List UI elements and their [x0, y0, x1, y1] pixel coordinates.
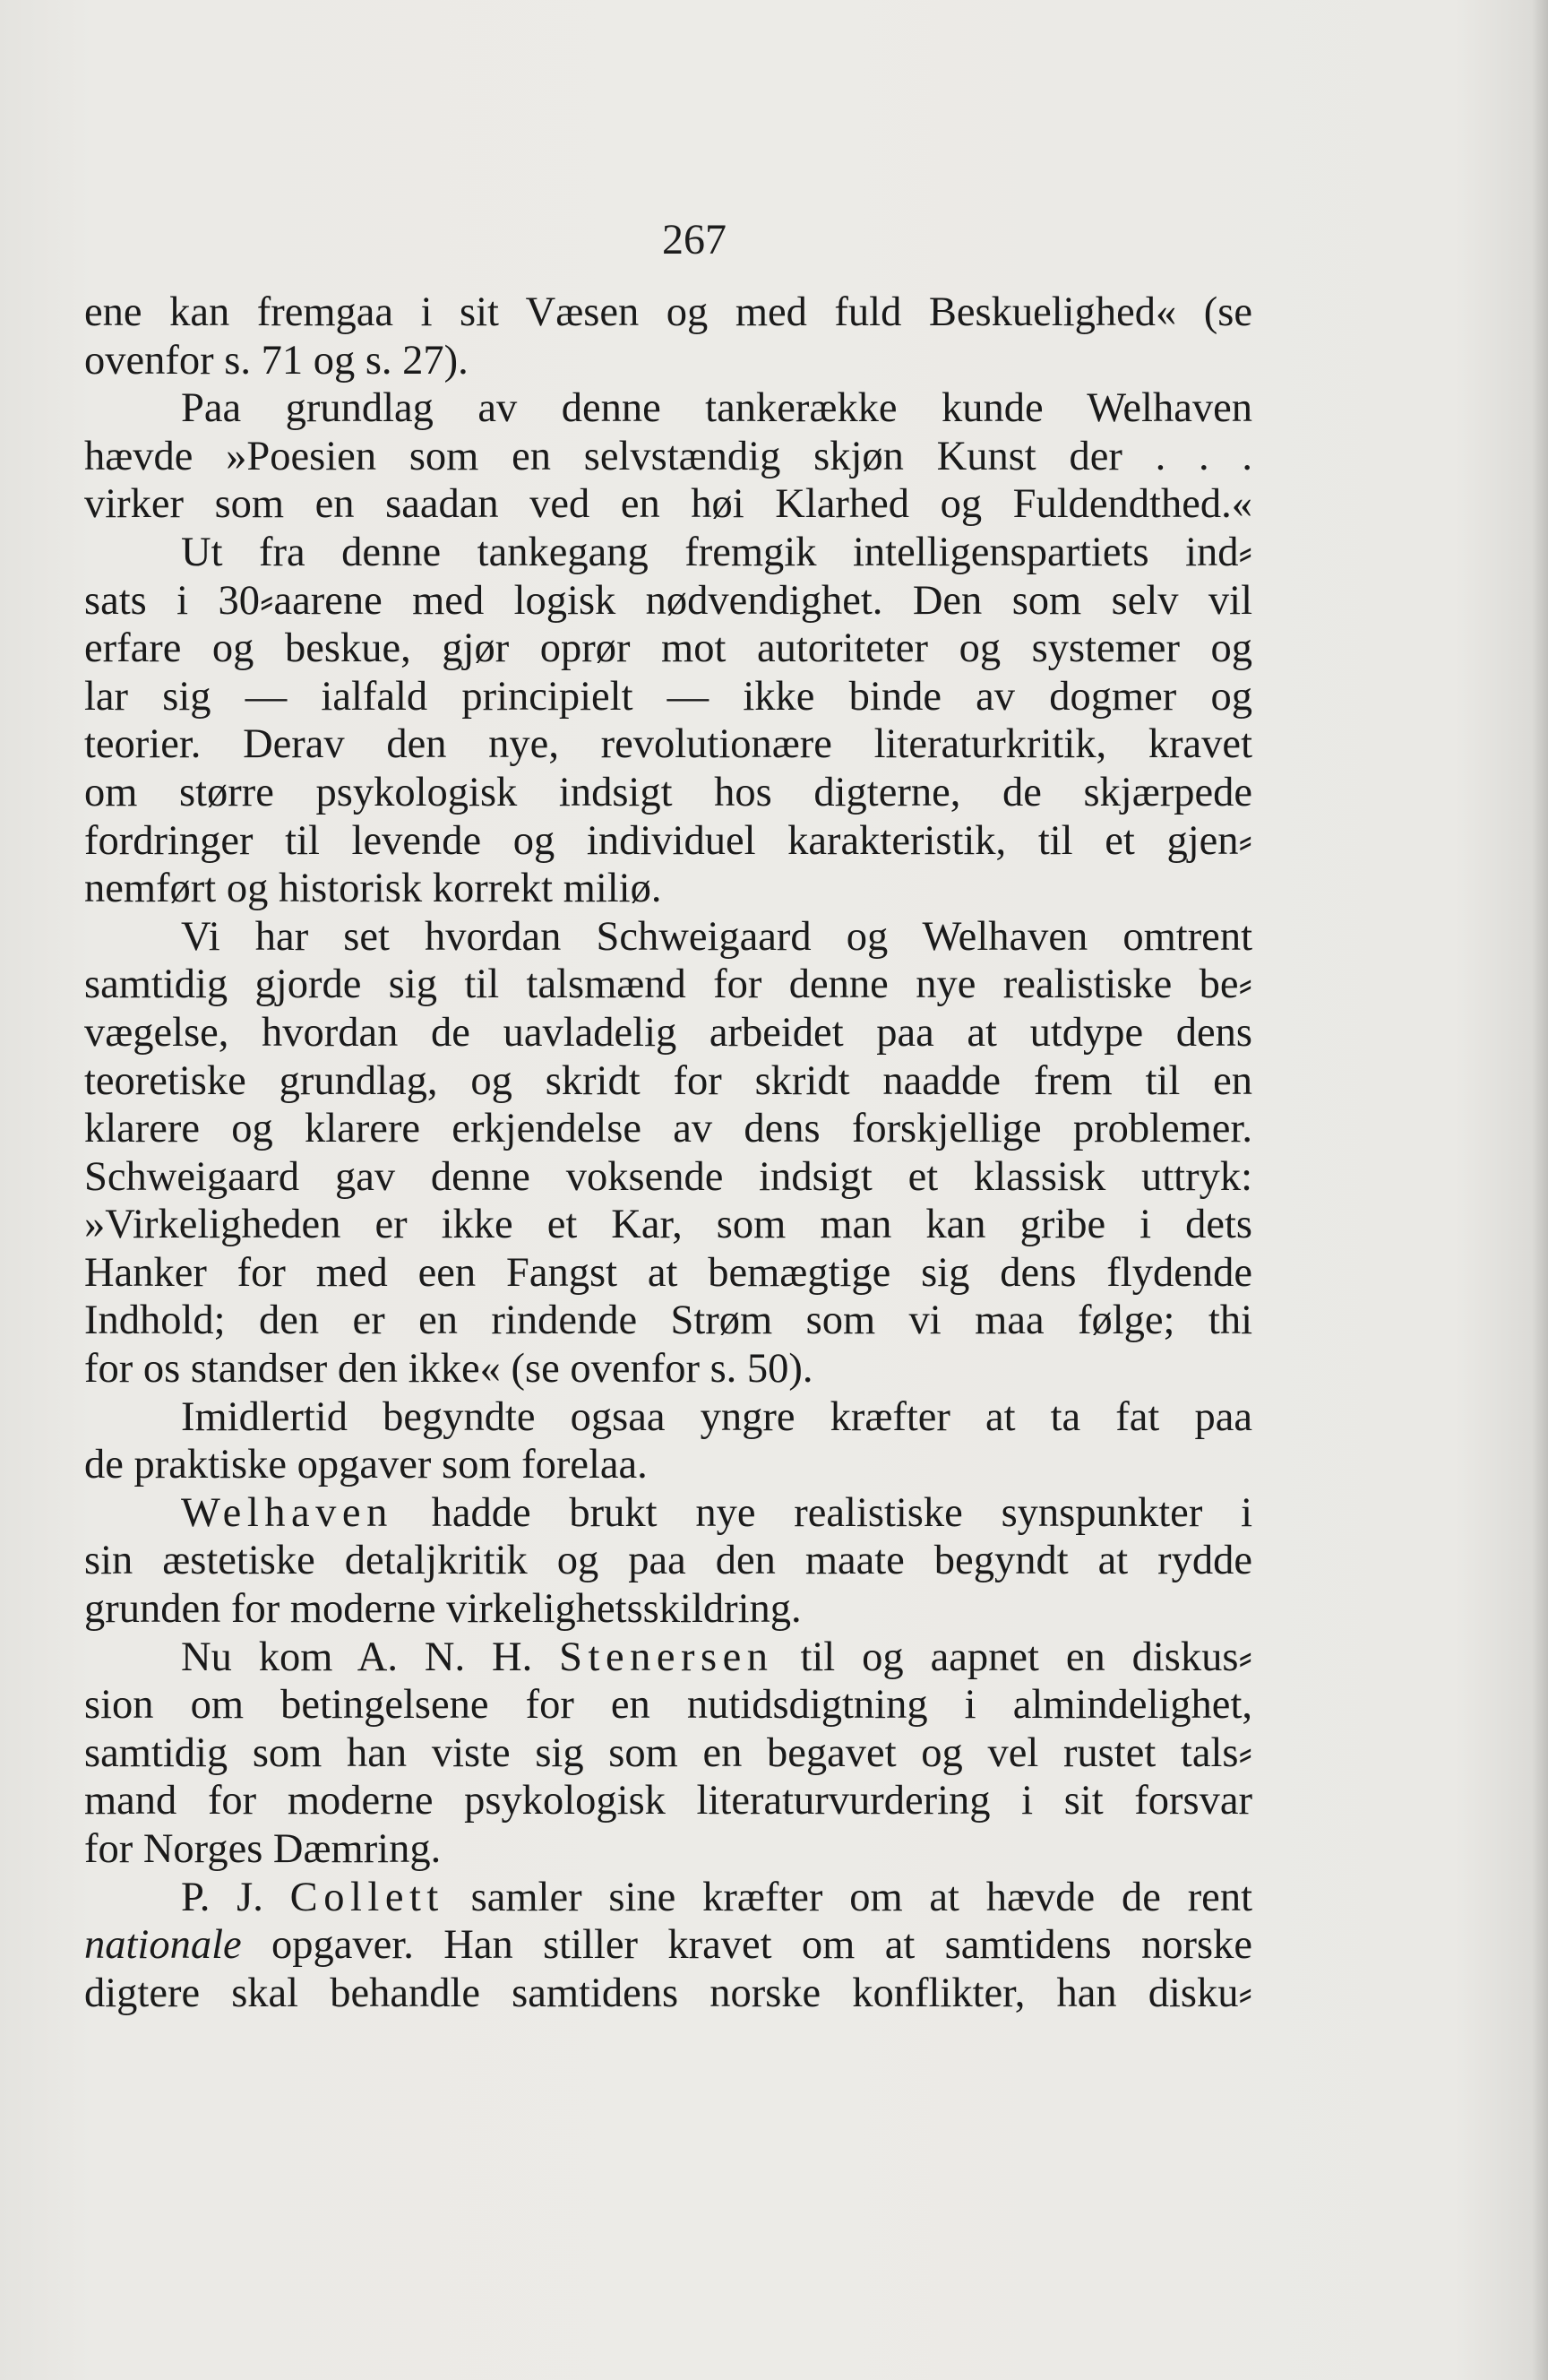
text-line: hævde »Poesien som en selvstændig skjøn Kunst der . . . — [84, 433, 1252, 479]
text-line: samtidig gjorde sig til talsmænd for denne nye realistiske be⸗ — [84, 961, 1252, 1008]
text-line: fordringer til levende og individuel karakteristik, til et gjen⸗ — [84, 817, 1252, 864]
page-number: 267 — [662, 216, 727, 263]
text-line: sin æstetiske detaljkritik og paa den maate begyndt at rydde — [84, 1538, 1252, 1584]
text-line: for os standser den ikke« (se ovenfor s. 50). — [84, 1346, 813, 1393]
text-line: virker som en saadan ved en høi Klarhed og Fuldendthed.« — [84, 481, 1252, 528]
spaced-name: Welhaven — [181, 1489, 393, 1536]
text-segment: P. J. — [181, 1874, 290, 1920]
text-line: Paa grundlag av denne tankerække kunde Welhaven — [181, 385, 1252, 432]
text-line: vægelse, hvordan de uavladelig arbeidet paa at utdype dens — [84, 1009, 1252, 1056]
page-edge-shadow — [1532, 0, 1548, 2380]
text-line: sats i 30⸗aarene med logisk nødvendighet. Den som selv vil — [84, 577, 1252, 624]
text-line: klarere og klarere erkjendelse av dens forskjellige problemer. — [84, 1106, 1252, 1152]
text-line: for Norges Dæmring. — [84, 1826, 442, 1872]
spaced-name: Collett — [289, 1874, 444, 1920]
text-segment: hadde brukt nye realistiske synspunkter i — [392, 1489, 1252, 1536]
text-line — [84, 1634, 1252, 1682]
text-line: Vi har set hvordan Schweigaard og Welhaven omtrent — [181, 913, 1252, 960]
italic-word: nationale — [84, 1922, 242, 1969]
text-line: samtidig som han viste sig som en begavet og vel rustet tals⸗ — [84, 1729, 1252, 1776]
text-segment: Nu kom A. N. H. — [181, 1634, 560, 1680]
text-line: grunden for moderne virkelighetsskildring. — [84, 1586, 802, 1633]
text-line: Ut fra denne tankegang fremgik intelligenspartiets ind⸗ — [181, 529, 1252, 575]
text-line: Indhold; den er en rindende Strøm som vi maa følge; thi — [84, 1298, 1252, 1344]
text-line — [84, 1921, 1252, 1970]
text-line: »Virkeligheden er ikke et Kar, som man kan gribe i dets — [84, 1202, 1252, 1248]
text-line: teorier. Derav den nye, revolutionære literaturkritik, kravet — [84, 721, 1252, 768]
text-line: sion om betingelsene for en nutidsdigtning i almindelighet, — [84, 1682, 1252, 1729]
spaced-name: Stenersen — [559, 1634, 774, 1680]
text-line: lar sig — ialfald principielt — ikke binde av dogmer og — [84, 673, 1252, 720]
text-segment: samler sine kræfter om at hævde de rent — [443, 1874, 1252, 1920]
text-line: nemført og historisk korrekt miliø. — [84, 866, 662, 912]
text-line: digtere skal behandle samtidens norske konflikter, han disku⸗ — [84, 1970, 1252, 2016]
text-line: teoretiske grundlag, og skridt for skridt naadde frem til en — [84, 1057, 1252, 1104]
text-line: om større psykologisk indsigt hos digterne, de skjærpede — [84, 769, 1252, 815]
body-text — [84, 289, 1252, 2017]
text-line: de praktiske opgaver som forelaa. — [84, 1442, 648, 1488]
text-line — [84, 1489, 1252, 1538]
text-line: Imidlertid begyndte ogsaa yngre kræfter at ta fat paa — [181, 1393, 1252, 1440]
text-line: mand for moderne psykologisk literaturvurdering i sit forsvar — [84, 1778, 1252, 1824]
text-segment: opgaver. Han stiller kravet om at samtidens norske — [241, 1922, 1252, 1969]
text-line: Hanker for med een Fangst at bemægtige sig dens flydende — [84, 1249, 1252, 1296]
text-segment: til og aapnet en diskus⸗ — [773, 1634, 1252, 1680]
text-line: ene kan fremgaa i sit Væsen og med fuld Beskuelighed« (se — [84, 289, 1252, 335]
text-line: Schweigaard gav denne voksende indsigt et klassisk uttryk: — [84, 1153, 1252, 1200]
text-line — [84, 1874, 1252, 1922]
text-line: erfare og beskue, gjør oprør mot autoriteter og systemer og — [84, 625, 1252, 672]
text-line: ovenfor s. 71 og s. 27). — [84, 337, 469, 384]
